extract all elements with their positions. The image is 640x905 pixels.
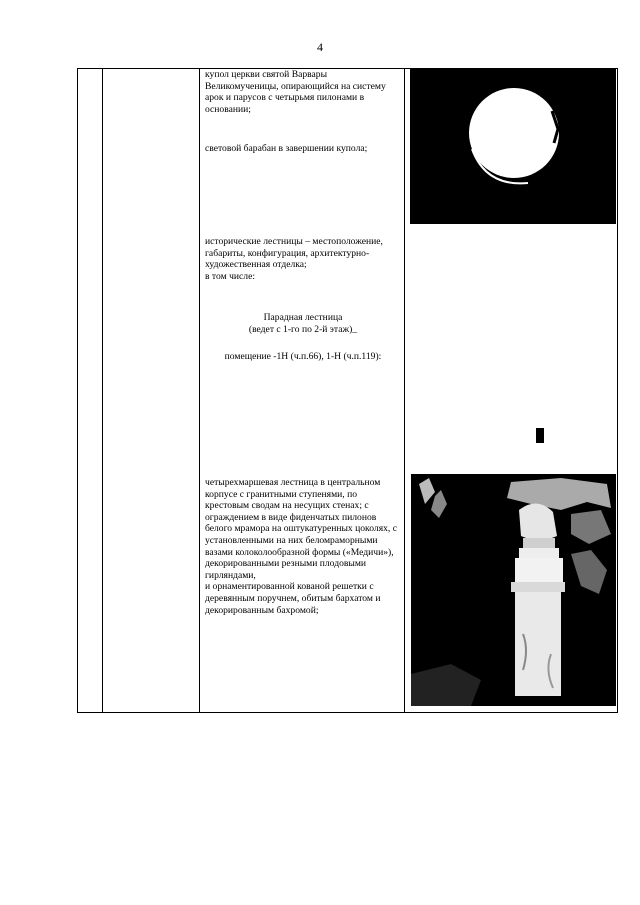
page-number: 4: [317, 40, 323, 54]
column-divider: [404, 69, 405, 712]
railing-description: и орнаментированной кованой решетки с деревянным поручнем, обитым бархатом и декорированным бахромой;: [205, 581, 381, 616]
staircase-description: [205, 477, 401, 616]
dome-circle: [469, 88, 559, 178]
staircase-photo-image: [411, 474, 616, 706]
staircase-heading: [205, 312, 401, 335]
staircase-description-text: четырехмаршевая лестница в центральном корпусе с гранитными ступенями, по крестовым сводам на несущих стенах; с ограждением в виде фиденчатых пилонов белого мрамора на оштукатуренных цоколях, с установленными на них беломраморными вазами колоколообразной формы («Медичи»), декорированными резными плодовыми гирляндами,: [205, 477, 397, 581]
staircase-title: Парадная лестница: [263, 312, 343, 323]
heritage-table: [77, 68, 618, 713]
column-divider: [199, 69, 200, 712]
stairs-intro: [205, 236, 401, 282]
scan-mark: [536, 428, 544, 443]
including-label: в том числе:: [205, 270, 256, 282]
stairs-intro-text: исторические лестницы – местоположение, габариты, конфигурация, архитектурно-художественная отделка;: [205, 236, 383, 271]
drum-description: световой барабан в завершении купола;: [205, 143, 368, 154]
dome-description: купол церкви святой Варвары Великомученицы, опирающийся на систему арок и парусов с четырьмя пилонами в основании;: [205, 69, 386, 115]
premises-label: помещение -1Н (ч.п.66), 1-Н (ч.п.119):: [224, 351, 382, 362]
dome-photo-image: [410, 69, 616, 224]
column-divider: [102, 69, 103, 712]
staircase-photo: [411, 474, 616, 706]
staircase-subtitle: (ведет с 1-го по 2-й этаж)_: [248, 323, 358, 335]
dome-photo: [410, 69, 616, 224]
